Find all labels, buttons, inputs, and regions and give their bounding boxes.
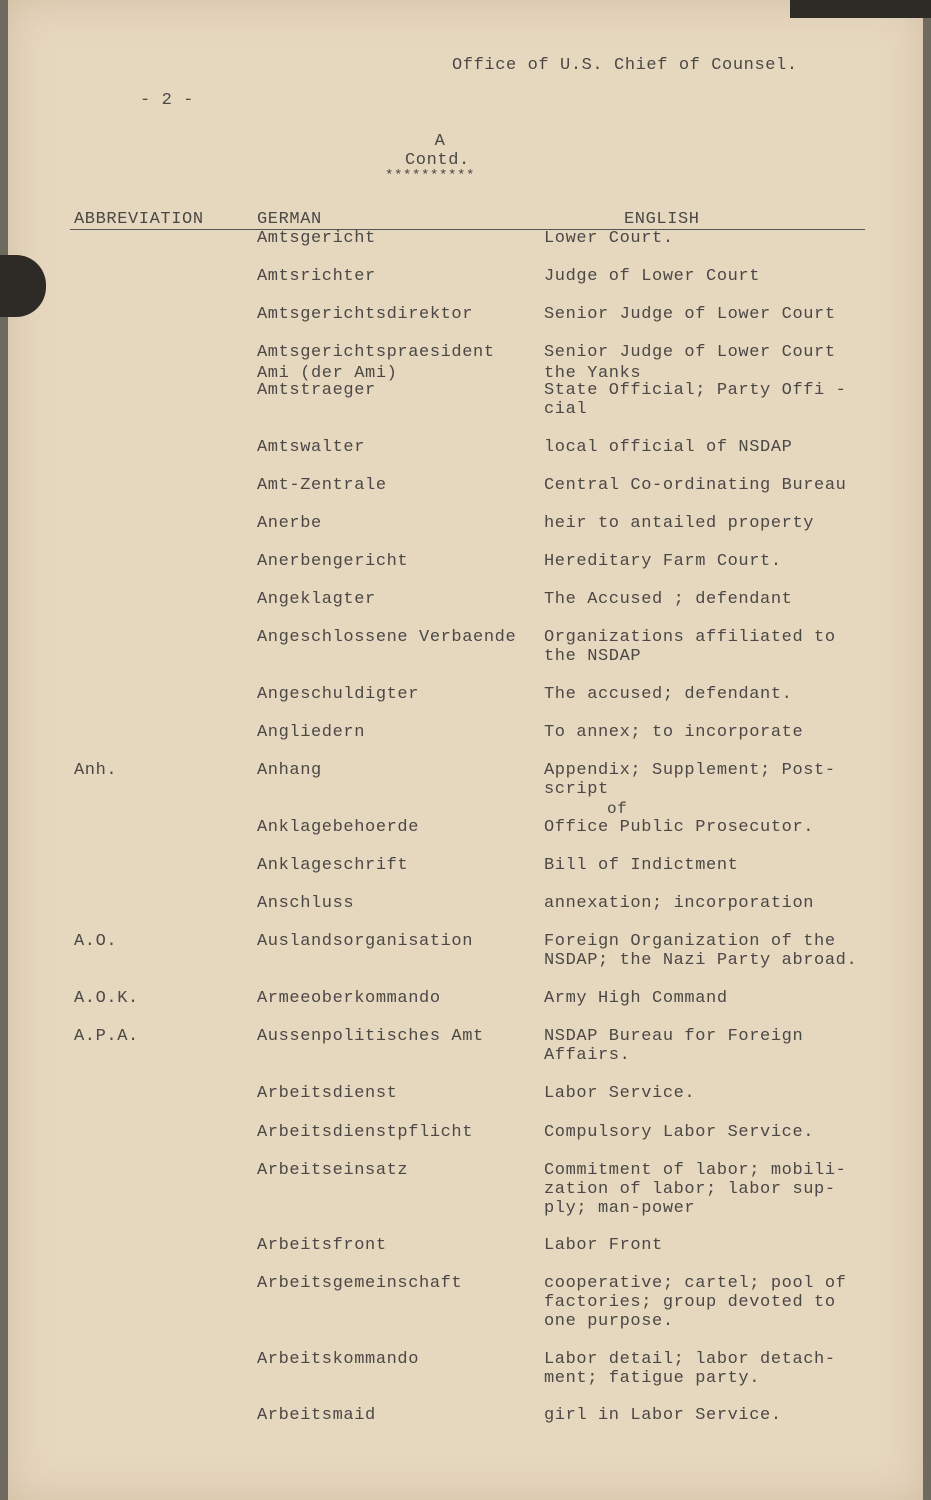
english-definition-cell: Senior Judge of Lower Court [544, 305, 836, 324]
german-term-cell: Amtstraeger [257, 381, 376, 400]
german-term-cell: Armeeoberkommando [257, 989, 441, 1008]
german-term-cell: Amtswalter [257, 438, 366, 457]
german-term-cell: Amtsrichter [257, 267, 376, 286]
german-term-cell: Arbeitsgemeinschaft [257, 1274, 463, 1293]
german-term-cell: Arbeitskommando [257, 1350, 420, 1369]
column-header-abbreviation: ABBREVIATION [74, 210, 204, 229]
english-definition-cell: Bill of Indictment [544, 856, 739, 875]
english-definition-cell: Compulsory Labor Service. [544, 1123, 815, 1142]
german-term-cell: Auslandsorganisation [257, 932, 474, 951]
english-definition-cell: The Accused ; defendant [544, 590, 793, 609]
english-definition-cell: Army High Command [544, 989, 728, 1008]
german-term-cell: Arbeitsmaid [257, 1406, 376, 1425]
english-definition-cell: To annex; to incorporate [544, 723, 804, 742]
office-header: Office of U.S. Chief of Counsel. [452, 56, 798, 75]
english-definition-cell: Labor Front [544, 1236, 663, 1255]
german-term-cell: Anhang [257, 761, 322, 780]
abbreviation-cell: Anh. [74, 761, 118, 780]
english-definition-cell: Foreign Organization of the NSDAP; the Nazi Party abroad. [544, 932, 858, 970]
english-definition-cell: cooperative; cartel; pool of factories; group devoted to one purpose. [544, 1274, 847, 1331]
german-term-cell: Arbeitsfront [257, 1236, 387, 1255]
german-term-cell: Amt-Zentrale [257, 476, 387, 495]
star-divider: ********** [385, 168, 476, 184]
english-definition-cell: Organizations affiliated to the NSDAP [544, 628, 836, 666]
german-term-cell: Amtsgerichtspraesident [257, 343, 495, 362]
column-header-german: GERMAN [257, 210, 322, 229]
german-term-cell: Amtsgericht [257, 229, 376, 248]
english-definition-cell: annexation; incorporation [544, 894, 815, 913]
english-definition-cell: Appendix; Supplement; Post- script [544, 761, 836, 799]
german-term-cell: Anschluss [257, 894, 355, 913]
english-definition-cell: NSDAP Bureau for Foreign Affairs. [544, 1027, 804, 1065]
page-number: - 2 - [140, 91, 195, 110]
english-definition-cell: Labor detail; labor detach- ment; fatigue party. [544, 1350, 836, 1388]
column-header-english: ENGLISH [624, 210, 700, 229]
section-letter: A [434, 132, 446, 151]
english-definition-cell: The accused; defendant. [544, 685, 793, 704]
german-term-cell: Angliedern [257, 723, 366, 742]
english-definition-cell: Commitment of labor; mobili- zation of labor; labor sup- ply; man-power [544, 1161, 847, 1218]
german-term-cell: Anklageschrift [257, 856, 409, 875]
handwritten-annotation: of [607, 800, 628, 818]
english-definition-cell: Office Public Prosecutor. [544, 818, 815, 837]
german-term-cell: Anerbengericht [257, 552, 409, 571]
english-definition-cell: State Official; Party Offi - cial [544, 381, 847, 419]
english-definition-cell: Senior Judge of Lower Court [544, 343, 836, 362]
german-term-cell: Angeschuldigter [257, 685, 420, 704]
english-definition-cell: Labor Service. [544, 1084, 696, 1103]
english-definition-cell: Judge of Lower Court [544, 267, 761, 286]
top-edge-damage [790, 0, 931, 18]
german-term-cell: Arbeitsdienst [257, 1084, 398, 1103]
abbreviation-cell: A.P.A. [74, 1027, 139, 1046]
german-term-cell: Anklagebehoerde [257, 818, 420, 837]
english-definition-cell: Central Co-ordinating Bureau [544, 476, 847, 495]
german-term-cell: Ami (der Ami) [257, 364, 398, 383]
german-term-cell: Amtsgerichtsdirektor [257, 305, 474, 324]
abbreviation-cell: A.O.K. [74, 989, 139, 1008]
continued-label: Contd. [405, 151, 470, 170]
german-term-cell: Anerbe [257, 514, 322, 533]
english-definition-cell: the Yanks [544, 364, 642, 383]
english-definition-cell: heir to antailed property [544, 514, 815, 533]
abbreviation-cell: A.O. [74, 932, 118, 951]
english-definition-cell: Hereditary Farm Court. [544, 552, 782, 571]
german-term-cell: Arbeitseinsatz [257, 1161, 409, 1180]
german-term-cell: Angeschlossene Verbaende [257, 628, 517, 647]
english-definition-cell: Lower Court. [544, 229, 674, 248]
german-term-cell: Angeklagter [257, 590, 376, 609]
english-definition-cell: girl in Labor Service. [544, 1406, 782, 1425]
german-term-cell: Aussenpolitisches Amt [257, 1027, 484, 1046]
german-term-cell: Arbeitsdienstpflicht [257, 1123, 474, 1142]
english-definition-cell: local official of NSDAP [544, 438, 793, 457]
